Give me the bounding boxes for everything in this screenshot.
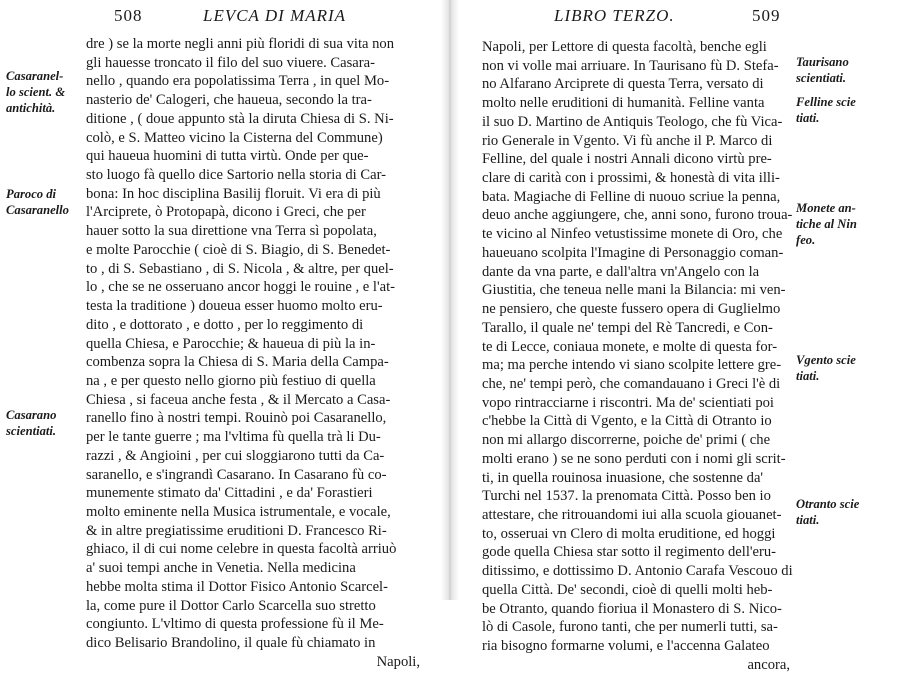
- left-page-body: [86, 35, 426, 671]
- margin-note-line: tiati.: [796, 513, 820, 527]
- margin-note-line: Monete an-: [796, 201, 856, 215]
- text-line: munemente stimato da' Cittadini , e da' Forastieri: [86, 485, 373, 502]
- right-page-body: [482, 38, 794, 674]
- text-line: nasterio de' Calogeri, che haueua, secondo la tra-: [86, 92, 372, 109]
- margin-note-line: lo scient. &: [6, 85, 66, 99]
- text-line: che, ne' tempi però, che comandauano i Greci l'è di: [482, 375, 781, 392]
- text-line: saranello, e s'ingrandì Casarano. In Casarano fù co-: [86, 466, 387, 483]
- margin-note-line: tiche al Nin: [796, 217, 857, 231]
- text-line: nello , quando era popolatissima Terra , in quel Mo-: [86, 73, 390, 90]
- margin-note: [6, 186, 69, 218]
- margin-note-line: Paroco di: [6, 187, 57, 201]
- text-line: ditione , ( doue appunto stà la diruta Chiesa di S. Ni-: [86, 110, 394, 127]
- text-line: lo , che se ne osseruano ancor hoggi le rouine , e l'at-: [86, 279, 395, 296]
- text-line: te vicino al Ninfeo vetustissime monete di Oro, che: [482, 226, 783, 243]
- text-line: ghiaco, il di cui nome celebre in questa facoltà arriuò: [86, 541, 397, 558]
- text-line: dre ) se la morte negli anni più floridi di sua vita non: [86, 36, 395, 52]
- text-line: non vi volle mai arriuare. In Taurisano fù D. Stefa-: [482, 57, 779, 74]
- margin-note-line: Felline scie: [796, 95, 856, 109]
- text-line: hebbe molta stima il Dottor Fisico Antonio Scarcel-: [86, 578, 388, 595]
- text-line: sto luogo fà quello dice Sartorio nella storia di Car-: [86, 167, 387, 184]
- text-line: deuo anche aggiungere, che, anni sono, furono troua-: [482, 207, 793, 224]
- text-line: Tarallo, il quale ne' tempi del Rè Tancredi, e Con-: [482, 319, 773, 336]
- text-line: gli hauesse troncato il filo del suo viuere. Casara-: [86, 54, 375, 71]
- text-line: Napoli, per Lettore di questa facoltà, benche egli: [482, 39, 767, 55]
- margin-note-line: feo.: [796, 233, 816, 247]
- text-line: congiunto. L'vltimo di questa professione fù il Me-: [86, 616, 384, 633]
- text-line: to, osseruai vn Clero di molta eruditione, ed hoggi: [482, 525, 776, 542]
- margin-note: [796, 496, 859, 528]
- left-page: [0, 0, 446, 670]
- text-line: dico Belisario Brandolino, il quale fù chiamato in: [86, 635, 376, 651]
- text-line: c'hebbe la Città di Vgento, e la Città di Otranto io: [482, 413, 772, 430]
- margin-note: [6, 407, 56, 439]
- text-line: ditissimo, e dottissimo D. Antonio Carafa Vescouo di: [482, 563, 793, 580]
- text-line: hauer sotto la sua direttione vna Terra sì popolata,: [86, 223, 377, 240]
- text-line: non mi allargo discorrerne, poiche de' primi ( che: [482, 432, 771, 449]
- text-line: molti erano ) se ne sono perduti con i nomi gli scrit-: [482, 450, 786, 467]
- margin-note: [796, 54, 849, 86]
- text-line: ne pensiero, che queste fussero opera di Guglielmo: [482, 301, 781, 318]
- text-line: combenza sopra la Chiesa di S. Maria della Campa-: [86, 354, 389, 371]
- margin-note-line: tiati.: [796, 369, 820, 383]
- text-line: gode quella Chiesa star sotto il regimento dell'eru-: [482, 544, 777, 561]
- text-line: te di Lecce, coniaua monete, e molte di questa for-: [482, 338, 778, 355]
- margin-note-line: tiati.: [796, 111, 820, 125]
- left-page-header: [0, 6, 446, 30]
- text-line: ranello fino à nostri tempi. Rouinò poi Casaranello,: [86, 410, 387, 427]
- margin-note: [796, 352, 856, 384]
- text-line: ma; ma perche intendo vi siano scolpite lettere gre-: [482, 357, 782, 374]
- text-line: e molte Parocchie ( cioè di S. Biagio, di S. Benedet-: [86, 241, 391, 258]
- text-line: qui haueua huomini di tutta virtù. Onde per que-: [86, 148, 369, 165]
- text-line: razzi , & Angioini , per cui sloggiarono tutti da Ca-: [86, 447, 385, 464]
- margin-note-line: Casaranello: [6, 203, 69, 217]
- margin-note: [796, 94, 856, 126]
- text-line: bona: In hoc disciplina Basilij floruit. Vi era di più: [86, 185, 381, 202]
- right-running-title: LIBRO TERZO.: [554, 6, 675, 25]
- text-line: Felline, del quale i nostri Annali dicono virtù pre-: [482, 151, 772, 168]
- text-line: molto eminente nella Musica istrumentale, e vocale,: [86, 503, 391, 520]
- text-line: il suo D. Martino de Antiquis Teologo, che fù Vica-: [482, 113, 783, 130]
- text-line: to , di S. Sebastiano , di S. Nicola , & altre, per quel-: [86, 260, 394, 277]
- text-line: clare di carità con i prossimi, & honestà di vita illi-: [482, 170, 780, 187]
- margin-note-line: Casarano: [6, 408, 57, 422]
- text-line: haueuano scolpita l'Imagine di Personaggio coman-: [482, 244, 784, 261]
- catchword: Napoli,: [376, 653, 420, 670]
- text-line: ria bisogno formarne volumi, e l'accenna Galateo: [482, 638, 770, 654]
- text-line: quella Chiesa, e Parocchie; & haueua di più la in-: [86, 335, 376, 352]
- catchword: ancora,: [747, 656, 790, 673]
- text-line: molto nelle eruditioni di humanità. Felline vanta: [482, 95, 765, 112]
- margin-note: [796, 200, 857, 248]
- right-page-number: 509: [752, 6, 781, 25]
- text-line: bata. Magiache di Felline di nuouo scriue la penna,: [482, 188, 781, 205]
- margin-note: [6, 68, 65, 116]
- margin-note-line: scientiati.: [796, 71, 847, 85]
- margin-note-line: Taurisano: [796, 55, 849, 69]
- text-line: & in altre pregiatissime eruditioni D. Francesco Ri-: [86, 522, 387, 539]
- margin-note-line: Otranto scie: [796, 497, 860, 511]
- margin-note-line: Vgento scie: [796, 353, 856, 367]
- text-line: dante da vna parte, e dall'altra vn'Angelo con la: [482, 263, 760, 280]
- text-line: Giustitia, che teneua nelle mani la Bilancia: mi ven-: [482, 282, 786, 299]
- text-line: lò di Casole, furono tanti, che per numerli tutti, sa-: [482, 619, 778, 636]
- margin-note-line: antichità.: [6, 101, 56, 115]
- right-page-header: [454, 6, 900, 30]
- text-line: be Otranto, quando fioriua il Monastero di S. Nico-: [482, 600, 782, 617]
- text-line: quella Città. De' secondi, cioè di quelli molti heb-: [482, 581, 773, 598]
- text-line: Chiesa , si faceua anche festa , & il Mercato a Casa-: [86, 391, 391, 408]
- text-line: ti, in quella rouinosa inuasione, che sostenne da': [482, 469, 764, 486]
- text-line: rio Generale in Vgento. Vi fù anche il P. Marco di: [482, 132, 773, 149]
- text-line: a' suoi tempi anche in Venetia. Nella medicina: [86, 560, 356, 577]
- margin-note-line: scientiati.: [6, 424, 57, 438]
- text-line: la, come pure il Dottor Carlo Scarcella suo stretto: [86, 597, 376, 614]
- text-line: testa la traditione ) doueua esser huomo molto eru-: [86, 298, 383, 315]
- text-line: Turchi nel 1537. la prenomata Città. Posso ben io: [482, 488, 771, 505]
- text-line: l'Arciprete, ò Protopapà, dicono i Greci, che per: [86, 204, 366, 221]
- right-page: [454, 0, 900, 673]
- text-line: colò, e S. Matteo vicino la Cisterna del Commune): [86, 129, 383, 146]
- left-page-number: 508: [114, 6, 143, 25]
- text-line: vopo rintracciarne i riscontri. Ma de' scientiati poi: [482, 394, 774, 411]
- left-running-title: LEVCA DI MARIA: [203, 6, 347, 25]
- text-line: na , e per questo nello giorno più festiuo di quella: [86, 372, 376, 389]
- text-line: per le tante guerre ; ma l'vltima fù quella trà li Du-: [86, 429, 381, 446]
- text-line: no Alfarano Arciprete di questa Terra, versato di: [482, 76, 764, 93]
- text-line: dito , e dottorato , e dotto , per lo reggimento di: [86, 316, 364, 333]
- margin-note-line: Casaranel-: [6, 69, 64, 83]
- text-line: attestare, che ritrouandomi iui alla scuola giouanet-: [482, 506, 782, 523]
